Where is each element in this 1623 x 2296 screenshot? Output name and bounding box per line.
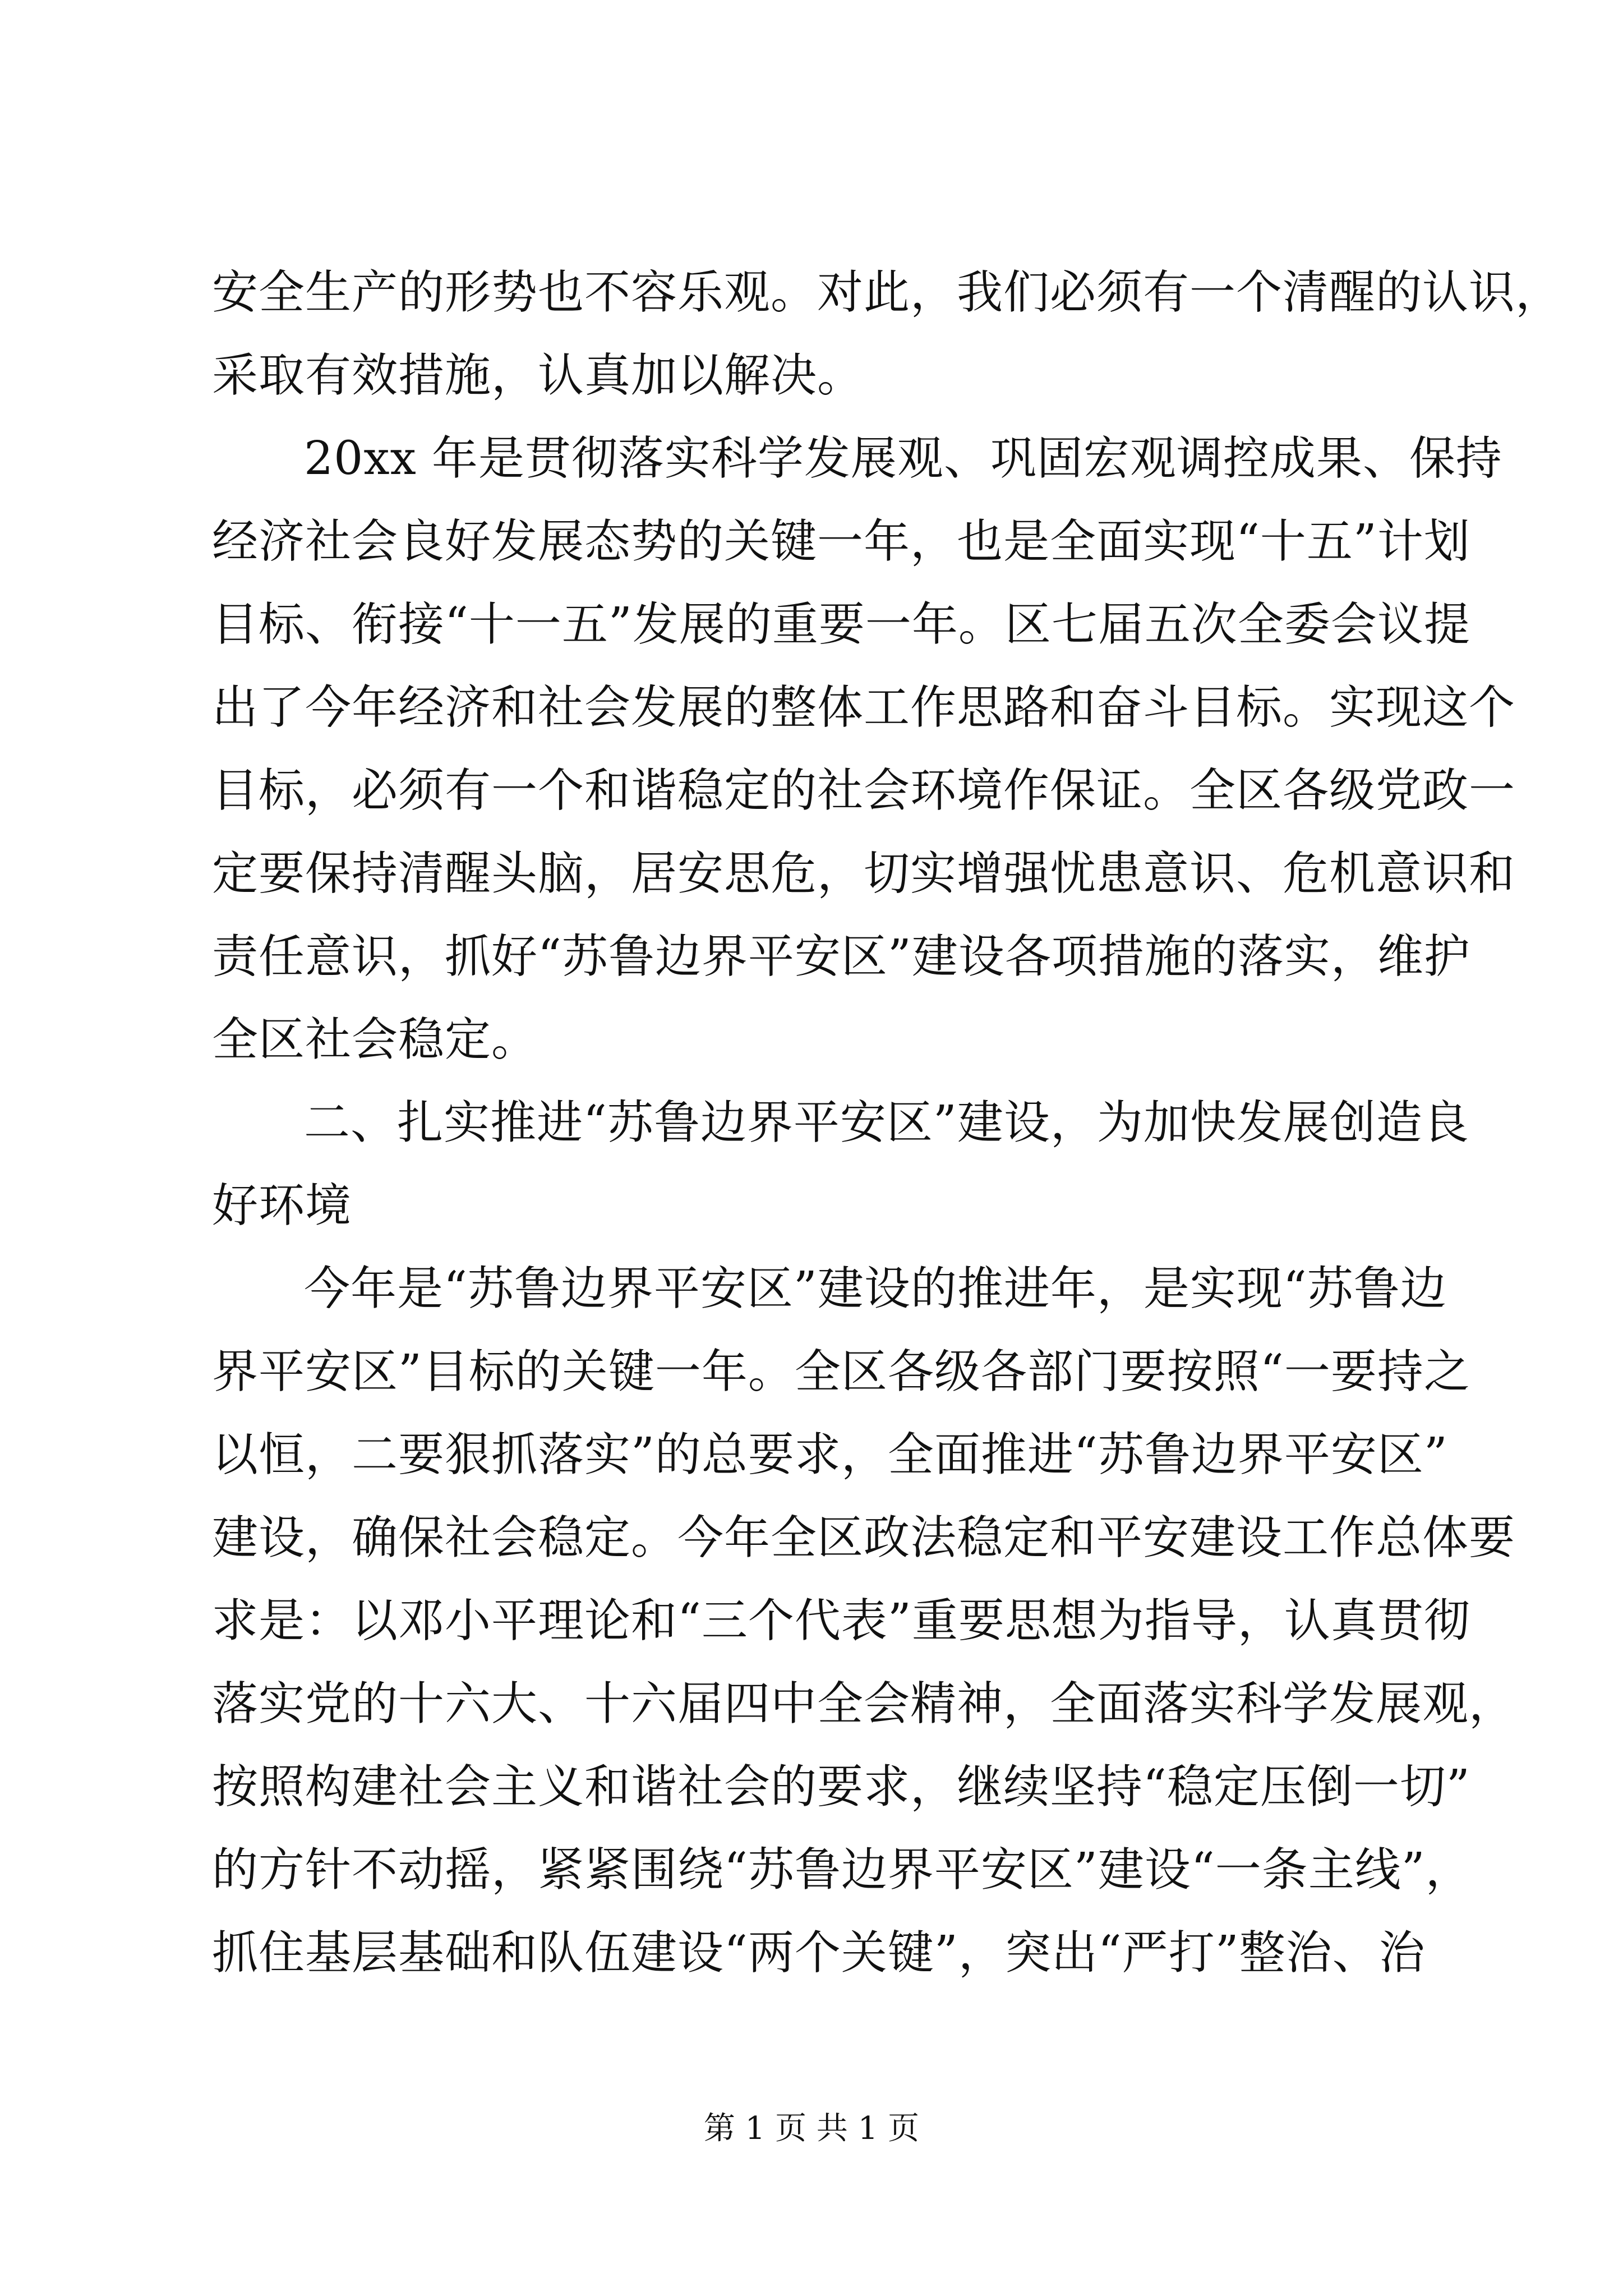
text-line: 按照构建社会主义和谐社会的要求，继续坚持“稳定压倒一切” [212, 1760, 1470, 1814]
text-line: 的方针不动摇，紧紧围绕“苏鲁边界平安区”建设“一条主线”， [212, 1843, 1472, 1897]
text-line: 目标、衔接“十一五”发展的重要一年。区七届五次全委会议提 [212, 598, 1470, 651]
text-line: 定要保持清醒头脑，居安思危，切实增强忧患意识、危机意识和 [212, 847, 1516, 900]
text-line: 界平安区”目标的关键一年。全区各级各部门要按照“一要持之 [212, 1345, 1470, 1398]
text-line: 抓住基层基础和队伍建设“两个关键”，突出“严打”整治、治 [212, 1926, 1426, 1980]
text-line: 落实党的十六大、十六届四中全会精神，全面落实科学发展观， [212, 1677, 1516, 1731]
text-line: 目标，必须有一个和谐稳定的社会环境作保证。全区各级党政一 [212, 764, 1516, 817]
text-line: 责任意识，抓好“苏鲁边界平安区”建设各项措施的落实，维护 [212, 930, 1470, 983]
text-line: 求是：以邓小平理论和“三个代表”重要思想为指导，认真贯彻 [212, 1594, 1470, 1648]
section-heading-line: 二、扎实推进“苏鲁边界平安区”建设，为加快发展创造良 [304, 1096, 1469, 1149]
text-line: 建设，确保社会稳定。今年全区政法稳定和平安建设工作总体要 [212, 1511, 1516, 1565]
section-heading-line: 好环境 [212, 1179, 352, 1232]
text-line: 全区社会稳定。 [212, 1013, 538, 1066]
text-line: 安全生产的形势也不容乐观。对此，我们必须有一个清醒的认识， [212, 266, 1562, 319]
text-line: 以恒，二要狠抓落实”的总要求，全面推进“苏鲁边界平安区” [212, 1428, 1448, 1481]
page-number-footer: 第 1 页 共 1 页 [703, 2110, 920, 2147]
text-line: 采取有效措施，认真加以解决。 [212, 349, 864, 402]
text-line: 今年是“苏鲁边界平安区”建设的推进年，是实现“苏鲁边 [304, 1262, 1447, 1315]
text-line: 出了今年经济和社会发展的整体工作思路和奋斗目标。实现这个 [212, 681, 1516, 734]
text-line: 20xx 年是贯彻落实科学发展观、巩固宏观调控成果、保持 [304, 432, 1502, 485]
text-line: 经济社会良好发展态势的关键一年，也是全面实现“十五”计划 [212, 515, 1470, 568]
